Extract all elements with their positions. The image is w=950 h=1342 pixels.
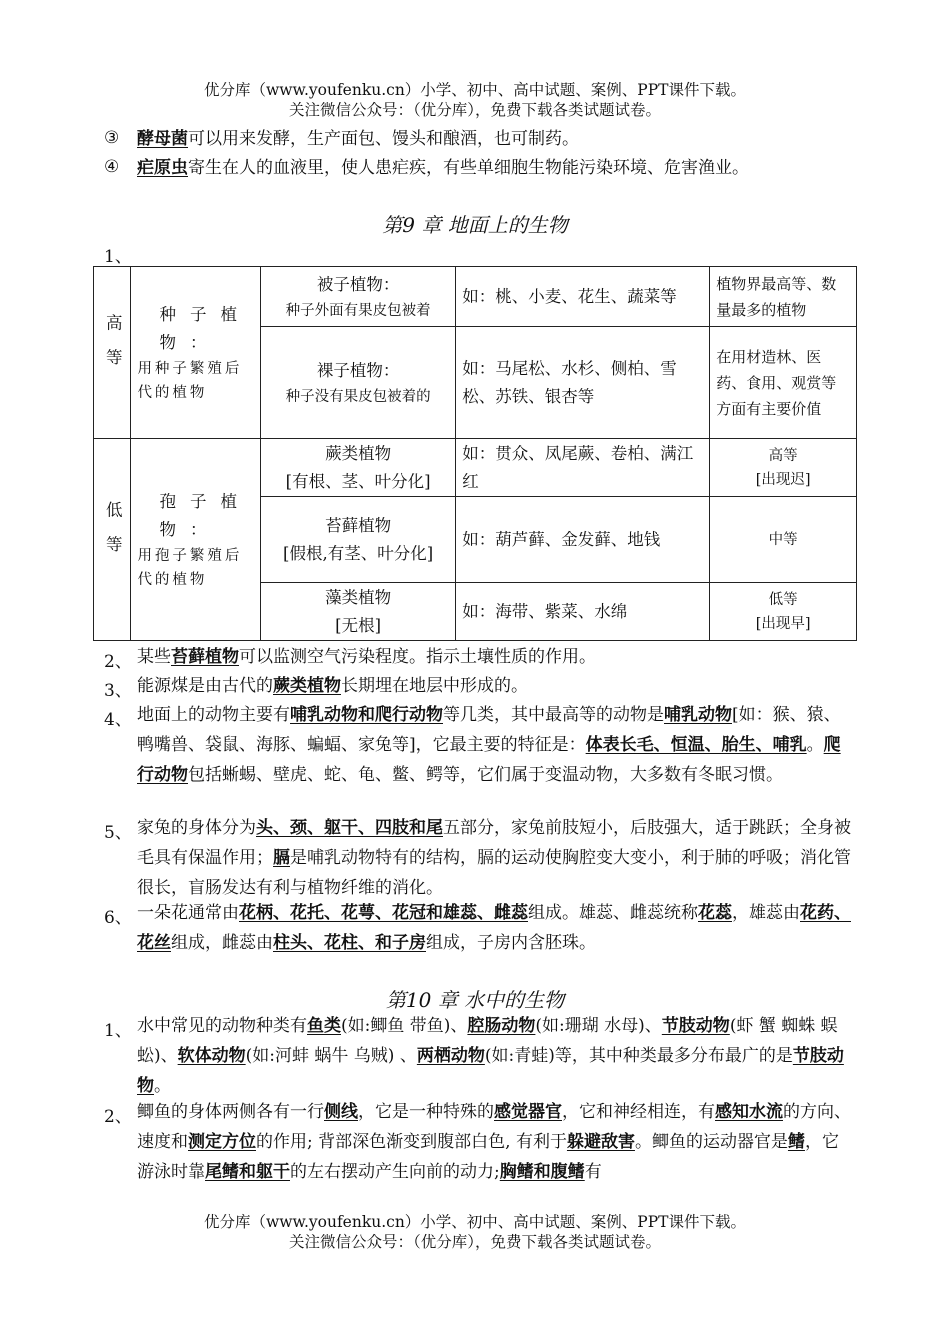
list-item: 水中常见的动物种类有鱼类(如:鲫鱼 带鱼)、腔肠动物(如:珊瑚 水母)、节肢动物(虾 蟹 蜘蛛 蜈蚣)、软体动物(如:河蚌 蜗牛 乌贼) 、两栖动物(如:青蛙)等，其中种类最多分布最广的是节肢动物。: [137, 1016, 844, 1096]
chapter-title: 第9 章 地面上的生物: [382, 213, 568, 237]
keyword: 酵母菌: [137, 129, 188, 149]
keyword: 爬行动物: [137, 735, 841, 785]
keyword: 头、颈、躯干、四肢和尾: [256, 818, 443, 838]
keyword: 疟原虫: [137, 158, 188, 178]
fern-examples: 如：贯众、凤尾蕨、卷柏、满江红: [456, 439, 710, 497]
keyword: 感觉器官: [494, 1102, 562, 1122]
item-number: 3、: [104, 681, 132, 701]
keyword: 体表长毛、恒温、胎生、哺乳: [585, 735, 807, 755]
keyword: 软体动物: [177, 1046, 246, 1066]
list-item: 一朵花通常由花柄、花托、花萼、花冠和雄蕊、雌蕊组成。雄蕊、雌蕊统称花蕊，雄蕊由花药、花丝组成，雌蕊由柱头、花柱、和子房组成，子房内含胚珠。: [137, 903, 851, 953]
item-number: 5、: [104, 823, 132, 843]
item-number: 2、: [104, 1107, 132, 1127]
list-item: 鲫鱼的身体两侧各有一行侧线，它是一种特殊的感觉器官，它和神经相连，有感知水流的方向、速度和测定方位的作用; 背部深色渐变到腹部白色, 有利于躲避敌害。鲫鱼的运动器官是鳍，它游泳时靠尾鳍和躯干的左右摆动产生向前的动力;胸鳍和腹鳍有: [137, 1102, 851, 1182]
gymnosperm-cell: 裸子植物： 种子没有果皮包被着的: [260, 327, 455, 439]
item-number: 1、: [104, 247, 132, 267]
keyword: 鳍: [787, 1132, 805, 1152]
page-footer-line1: 优分库（www.youfenku.cn）小学、初中、高中试题、案例、PPT课件下载。: [203, 1213, 747, 1231]
keyword: 苔藓植物: [171, 647, 239, 667]
keyword: 胸鳍和腹鳍: [499, 1162, 585, 1182]
algae-examples: 如：海带、紫菜、水绵: [456, 583, 710, 641]
keyword: 节肢动物: [137, 1046, 844, 1096]
list-item: 酵母菌可以用来发酵，生产面包、馒头和酿酒，也可制药。: [137, 129, 579, 149]
item-number: 6、: [104, 908, 132, 928]
item-number: ③: [104, 128, 120, 148]
keyword: 花蕊: [698, 903, 732, 923]
keyword: 测定方位: [188, 1132, 256, 1152]
page-footer-line2: 关注微信公众号：（优分库），免费下载各类试题试卷。: [288, 1233, 661, 1251]
keyword: 尾鳍和躯干: [205, 1162, 290, 1182]
keyword: 花药、花丝: [137, 903, 851, 953]
keyword: 节肢动物: [661, 1016, 730, 1036]
keyword: 膈: [273, 848, 290, 868]
gymnosperm-note: 在用材造林、医药、食用、观赏等方面有主要价值: [710, 327, 857, 439]
angiosperm-examples: 如：桃、小麦、花生、蔬菜等: [456, 267, 710, 327]
moss-note: 中等: [710, 497, 857, 583]
keyword: 花柄、花托、花萼、花冠和雄蕊、雌蕊: [239, 903, 528, 923]
item-number: 2、: [104, 652, 132, 672]
angiosperm-cell: 被子植物： 种子外面有果皮包被着: [260, 267, 455, 327]
page-header-line2: 关注微信公众号：（优分库），免费下载各类试题试卷。: [288, 101, 661, 119]
keyword: 躲避敌害: [566, 1132, 635, 1152]
angiosperm-note: 植物界最高等、数量最多的植物: [710, 267, 857, 327]
level-high-cell: 高等: [94, 267, 131, 439]
keyword: 腔肠动物: [467, 1016, 536, 1036]
algae-cell: 藻类植物 [无根]: [260, 583, 455, 641]
fern-note: 高等 [出现迟]: [710, 439, 857, 497]
algae-note: 低等 [出现早]: [710, 583, 857, 641]
list-item: 某些苔藓植物可以监测空气污染程度。指示土壤性质的作用。: [137, 647, 596, 667]
item-number: 1、: [104, 1021, 132, 1041]
keyword: 哺乳动物和爬行动物: [290, 705, 443, 725]
item-number: ④: [104, 157, 120, 177]
gymnosperm-examples: 如：马尾松、水杉、侧柏、雪松、苏铁、银杏等: [456, 327, 710, 439]
chapter-title: 第10 章 水中的生物: [385, 988, 565, 1012]
list-item: 地面上的动物主要有哺乳动物和爬行动物等几类，其中最高等的动物是哺乳动物[如：猴、猿、鸭嘴兽、袋鼠、海豚、蝙蝠、家兔等]，它最主要的特征是：体表长毛、恒温、胎生、哺乳。爬行动物包括蜥蜴、壁虎、蛇、龟、鳖、鳄等，它们属于变温动物，大多数有冬眠习惯。: [137, 705, 841, 785]
keyword: 侧线: [324, 1102, 358, 1122]
item-number: 4、: [104, 710, 132, 730]
keyword: 哺乳动物: [664, 705, 732, 725]
fern-cell: 蕨类植物 [有根、茎、叶分化]: [260, 439, 455, 497]
list-item: 能源煤是由古代的蕨类植物长期埋在地层中形成的。: [137, 676, 528, 696]
keyword: 鱼类: [307, 1016, 341, 1036]
list-item: 疟原虫寄生在人的血液里，使人患疟疾，有些单细胞生物能污染环境、危害渔业。: [137, 158, 749, 178]
keyword: 感知水流: [715, 1102, 783, 1122]
page-header-line1: 优分库（www.youfenku.cn）小学、初中、高中试题、案例、PPT课件下载。: [203, 81, 747, 99]
keyword: 柱头、花柱、和子房: [273, 933, 426, 953]
spore-plant-cell: 孢子植物： 用孢子繁殖后代的植物: [131, 439, 261, 641]
level-low-cell: 低等: [94, 439, 131, 641]
list-item: 家兔的身体分为头、颈、躯干、四肢和尾五部分，家兔前肢短小，后肢强大，适于跳跃；全身被毛具有保温作用；膈是哺乳动物特有的结构，膈的运动使胸腔变大变小，利于肺的呼吸；消化管很长，盲肠发达有利与植物纤维的消化。: [137, 818, 851, 898]
keyword: 蕨类植物: [273, 676, 341, 696]
keyword: 两栖动物: [416, 1046, 485, 1066]
moss-examples: 如：葫芦藓、金发藓、地钱: [456, 497, 710, 583]
seed-plant-cell: 种子植物： 用种子繁殖后代的植物: [131, 267, 261, 439]
plant-classification-table: [93, 266, 857, 641]
moss-cell: 苔藓植物 [假根,有茎、叶分化]: [260, 497, 455, 583]
